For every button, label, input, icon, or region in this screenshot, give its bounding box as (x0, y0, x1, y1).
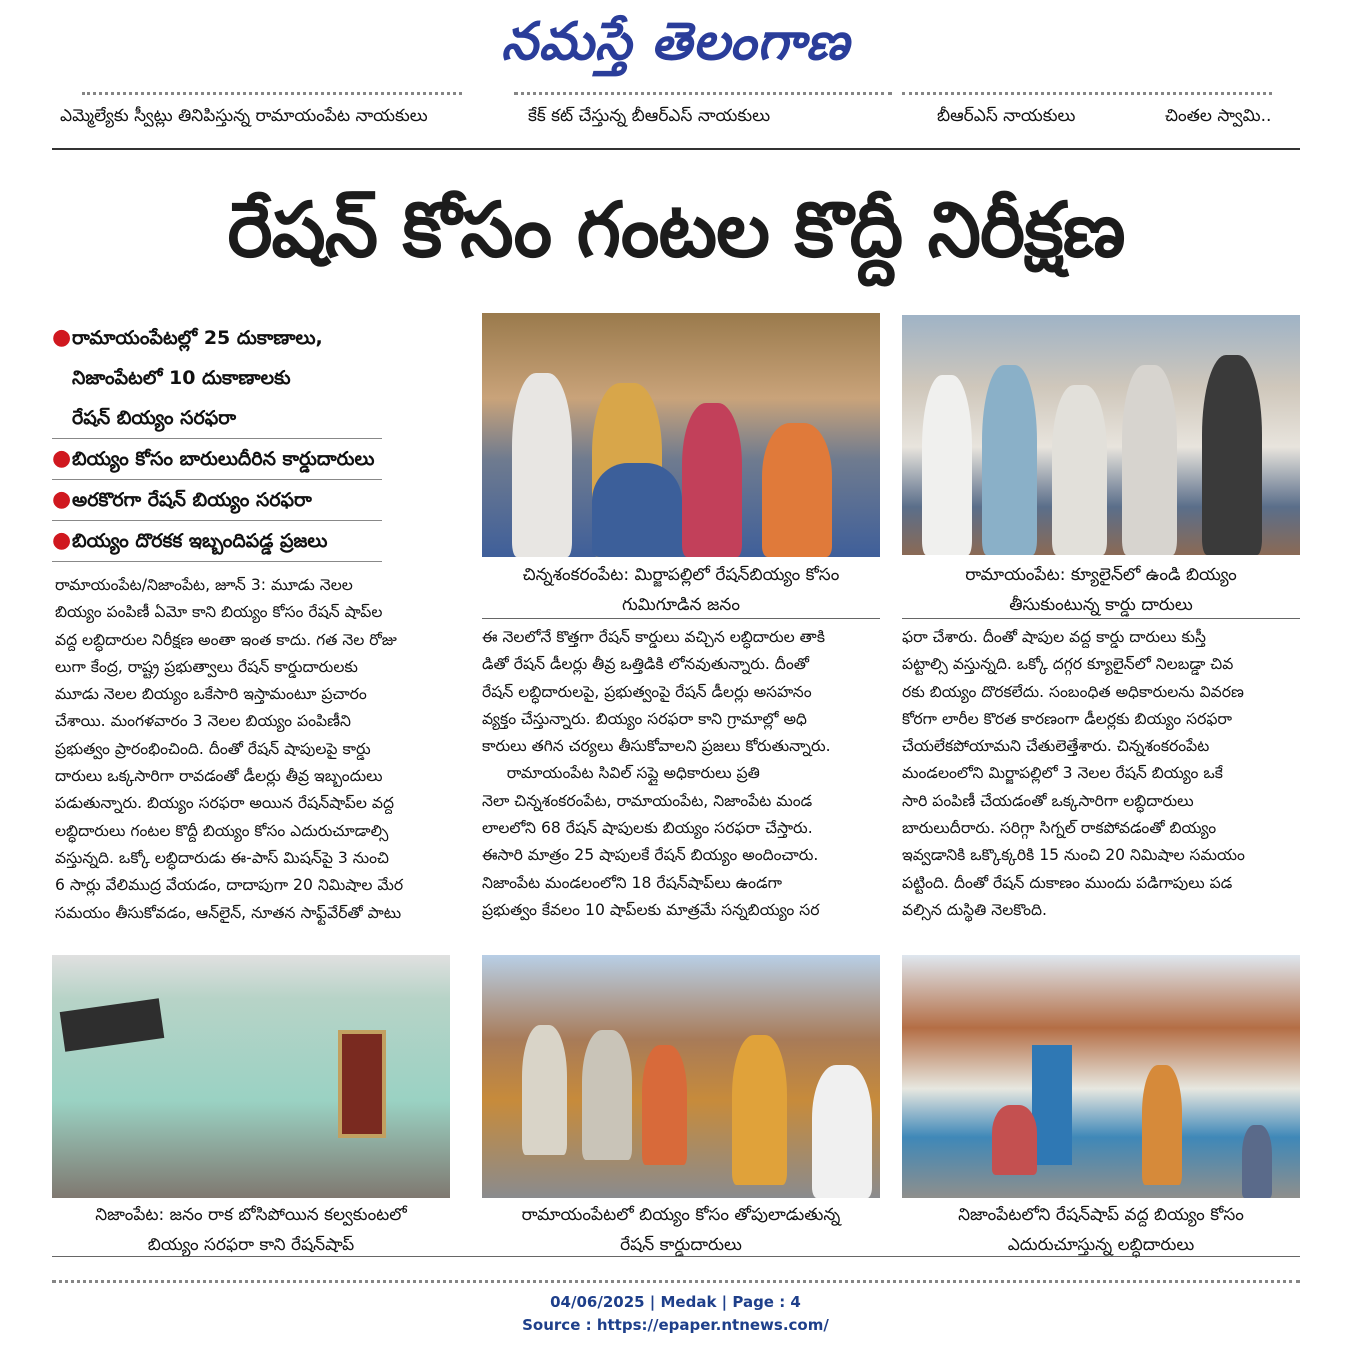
bullet-text: రామాయంపేటల్లో 25 దుకాణాలు, (72, 327, 323, 349)
body-line: మండలంలోని మిర్జాపల్లిలో 3 నెలల రేషన్ బియ్యం ఒకే (902, 764, 1223, 783)
top-headline-1: ఎమ్మెల్యేకు స్వీట్లు తినిపిస్తున్న రామాయంపేట నాయకులు (60, 106, 428, 126)
body-line: ప్రభుత్వం కేవలం 10 షాప్‌లకు మాత్రమే సన్నబియ్యం సర (482, 900, 820, 919)
bullet-item (52, 439, 382, 480)
photo-caption-4 (482, 1200, 880, 1260)
caption-line: గుమిగూడిన జనం (622, 595, 740, 615)
photo-caption-1 (482, 560, 880, 620)
body-line: రామాయంపేట సివిల్ సప్లై అధికారులు ప్రతి (482, 764, 760, 783)
photo-empty-ration-shop (52, 955, 450, 1198)
body-line: మూడు నెలల బియ్యం ఒకేసారి ఇస్తామంటూ ప్రచారం (55, 685, 367, 704)
top-headline-4: చింతల స్వామి.. (1165, 106, 1272, 126)
photo-crowd-ration-shop (482, 313, 880, 557)
highlight-bullets (52, 318, 452, 562)
body-line: వద్ద లబ్ధిదారుల నిరీక్షణ అంతా ఇంత కాదు. గత నెల రోజు (55, 630, 397, 649)
body-line: రామాయంపేట/నిజాంపేట, జూన్ 3: మూడు నెలల (55, 576, 353, 594)
bullet-dot-icon: ● (52, 528, 72, 553)
body-line: రేషన్ లబ్ధిదారులపై, ప్రభుత్వంపై రేషన్ డీలర్లు అసహనం (482, 682, 812, 701)
bullet-item (52, 480, 382, 521)
caption-line: రామాయంపేట: క్యూలైన్‌లో ఉండి బియ్యం (965, 565, 1237, 585)
body-line: బారులుదీరారు. సరిగ్గా సిగ్నల్ రాకపోవడంతో బియ్యం (902, 819, 1217, 838)
body-line: ప్రభుత్వం ప్రారంభించింది. దీంతో రేషన్ షాపులపై కార్డు (55, 739, 371, 758)
caption-line: చిన్నశంకరంపేట: మిర్జాపల్లిలో రేషన్‌బియ్యం కోసం (522, 565, 840, 585)
body-line: నెలా చిన్నశంకరంపేట, రామాయంపేట, నిజాంపేట మండ (482, 791, 813, 810)
article-column-3 (902, 624, 1300, 924)
masthead-title: నమస్తే తెలంగాణ (501, 12, 850, 72)
caption-rule (902, 618, 1300, 619)
masthead (0, 4, 1351, 84)
bullet-item (52, 521, 382, 562)
body-line: ఫరా చేశారు. దీంతో షాపుల వద్ద కార్డు దారులు కుస్తీ (902, 628, 1206, 646)
photo-queue-card-holders (902, 315, 1300, 555)
caption-rule (482, 618, 880, 619)
body-line: లాలలోని 68 రేషన్ షాపులకు బియ్యం సరఫరా చేస్తారు. (482, 819, 813, 838)
caption-line: నిజాంపేటలోని రేషన్‌షాప్ వద్ద బియ్యం కోసం (958, 1205, 1244, 1225)
top-headline-2: కేక్ కట్ చేస్తున్న బీఆర్ఎస్ నాయకులు (528, 106, 771, 126)
body-line: 6 సార్లు వేలిముద్ర వేయడం, దాదాపుగా 20 నిమిషాల మేర (55, 876, 404, 895)
body-line: దారులు ఒక్కసారిగా రావడంతో డీలర్లు తీవ్ర ఇబ్బందులు (55, 767, 383, 786)
photo-caption-5 (902, 1200, 1300, 1260)
body-line: బియ్యం పంపిణీ ఏమో కాని బియ్యం కోసం రేషన్ షాప్‌ల (55, 603, 383, 622)
bullet-text: అరకొరగా రేషన్ బియ్యం సరఫరా (72, 489, 312, 511)
body-line: ఈ నెలలోనే కొత్తగా రేషన్ కార్డులు వచ్చిన లబ్ధిదారుల తాకి (482, 628, 825, 646)
body-line: ఈసారి మాత్రం 25 షాపులకే రేషన్ బియ్యం అందించారు. (482, 846, 819, 865)
body-line: నిజాంపేట మండలంలోని 18 రేషన్‌షాప్‌లు ఉండగా (482, 873, 782, 892)
photo-waiting-beneficiaries (902, 955, 1300, 1198)
bullet-dot-icon: ● (52, 325, 72, 350)
body-line: సారి పంపిణీ చేయడంతో ఒక్కసారిగా లబ్ధిదారులు (902, 791, 1194, 810)
photo-crowd-pushing (482, 955, 880, 1198)
clipped-text-line (82, 92, 462, 105)
caption-line: రామాయంపేటలో బియ్యం కోసం తోపులాడుతున్న (521, 1205, 841, 1225)
article-column-2 (482, 624, 880, 924)
caption-line: నిజాంపేట: జనం రాక బోసిపోయిన కల్వకుంటలో (95, 1205, 407, 1225)
clipped-text-line (514, 92, 892, 105)
top-headline-3: బీఆర్ఎస్ నాయకులు (937, 106, 1076, 126)
bottom-rule (52, 1256, 1300, 1257)
body-line: సమయం తీసుకోవడం, ఆన్‌లైన్, నూతన సాఫ్ట్‌వేర్‌తో పాటు (55, 903, 402, 922)
bullet-dot-icon: ● (52, 487, 72, 512)
bullet-item (52, 318, 382, 439)
caption-line: రేషన్ కార్డుదారులు (620, 1235, 742, 1255)
photo-caption-3 (52, 1200, 450, 1260)
body-line: రకు బియ్యం దొరకలేదు. సంబంధిత అధికారులను వివరణ (902, 682, 1244, 701)
body-line: చేశాయి. మంగళవారం 3 నెలల బియ్యం పంపిణీని (55, 712, 351, 731)
article-column-1 (55, 572, 450, 927)
clipped-text-line (902, 92, 1272, 105)
body-line: కోరగా లారీల కొరత కారణంగా డీలర్లకు బియ్యం సరఫరా (902, 709, 1233, 728)
body-line: వల్సిన దుస్థితి నెలకొంది. (902, 900, 1047, 919)
body-line: లబ్ధిదారులు గంటల కొద్దీ బియ్యం కోసం ఎదురుచూడాల్సి (55, 821, 389, 840)
body-line: డితో రేషన్ డీలర్లు తీవ్ర ఒత్తిడికి లోనవుతున్నారు. దీంతో (482, 655, 809, 674)
body-line: ఇవ్వడానికి ఒక్కొక్కరికి 15 నుంచి 20 నిమిషాల సమయం (902, 846, 1245, 865)
photo-caption-2 (902, 560, 1300, 620)
main-headline: రేషన్ కోసం గంటల కొద్దీ నిరీక్షణ (227, 185, 1125, 274)
footer-source: Source : https://epaper.ntnews.com/ (522, 1316, 829, 1334)
body-line: లుగా కేంద్ర, రాష్ట్ర ప్రభుత్వాలు రేషన్ కార్డుదారులకు (55, 657, 358, 676)
caption-line: తీసుకుంటున్న కార్డు దారులు (1009, 595, 1193, 615)
body-line: పట్టాల్సి వస్తున్నది. ఒక్కో దగ్గర క్యూలైన్‌లో నిలబడ్డా చివ (902, 655, 1234, 674)
bullet-text: నిజాంపేటలో 10 దుకాణాలకు (72, 367, 291, 389)
top-headline-strip (52, 92, 1300, 148)
clipped-text-line (52, 1268, 1300, 1283)
top-rule (52, 148, 1300, 150)
footer-date-edition: 04/06/2025 | Medak | Page : 4 (550, 1293, 801, 1311)
body-line: చేయలేకపోయామని చేతులెత్తేశారు. చిన్నశంకరంపేట (902, 737, 1210, 756)
bullet-text: బియ్యం కోసం బారులుదీరిన కార్డుదారులు (72, 448, 375, 470)
body-line: వస్తున్నది. ఒక్కో లబ్ధిదారుడు ఈ-పాస్ మిషన్‌పై 3 నుంచి (55, 848, 389, 867)
body-line: వ్యక్తం చేస్తున్నారు. బియ్యం సరఫరా కాని గ్రామాల్లో అధి (482, 709, 807, 728)
bullet-text: రేషన్ బియ్యం సరఫరా (72, 407, 237, 429)
bullet-dot-icon: ● (52, 446, 72, 471)
caption-line: ఎదురుచూస్తున్న లబ్ధిదారులు (1007, 1235, 1195, 1255)
body-line: పట్టింది. దీంతో రేషన్ దుకాణం ముందు పడిగాపులు పడ (902, 873, 1233, 892)
bullet-text: బియ్యం దొరకక ఇబ్బందిపడ్డ ప్రజలు (72, 530, 328, 552)
body-line: కారులు తగిన చర్యలు తీసుకోవాలని ప్రజలు కోరుతున్నారు. (482, 737, 831, 756)
caption-line: బియ్యం సరఫరా కాని రేషన్‌షాప్ (147, 1235, 355, 1255)
body-line: పడుతున్నారు. బియ్యం సరఫరా అయిన రేషన్‌షాప్‌ల వద్ద (55, 794, 394, 813)
